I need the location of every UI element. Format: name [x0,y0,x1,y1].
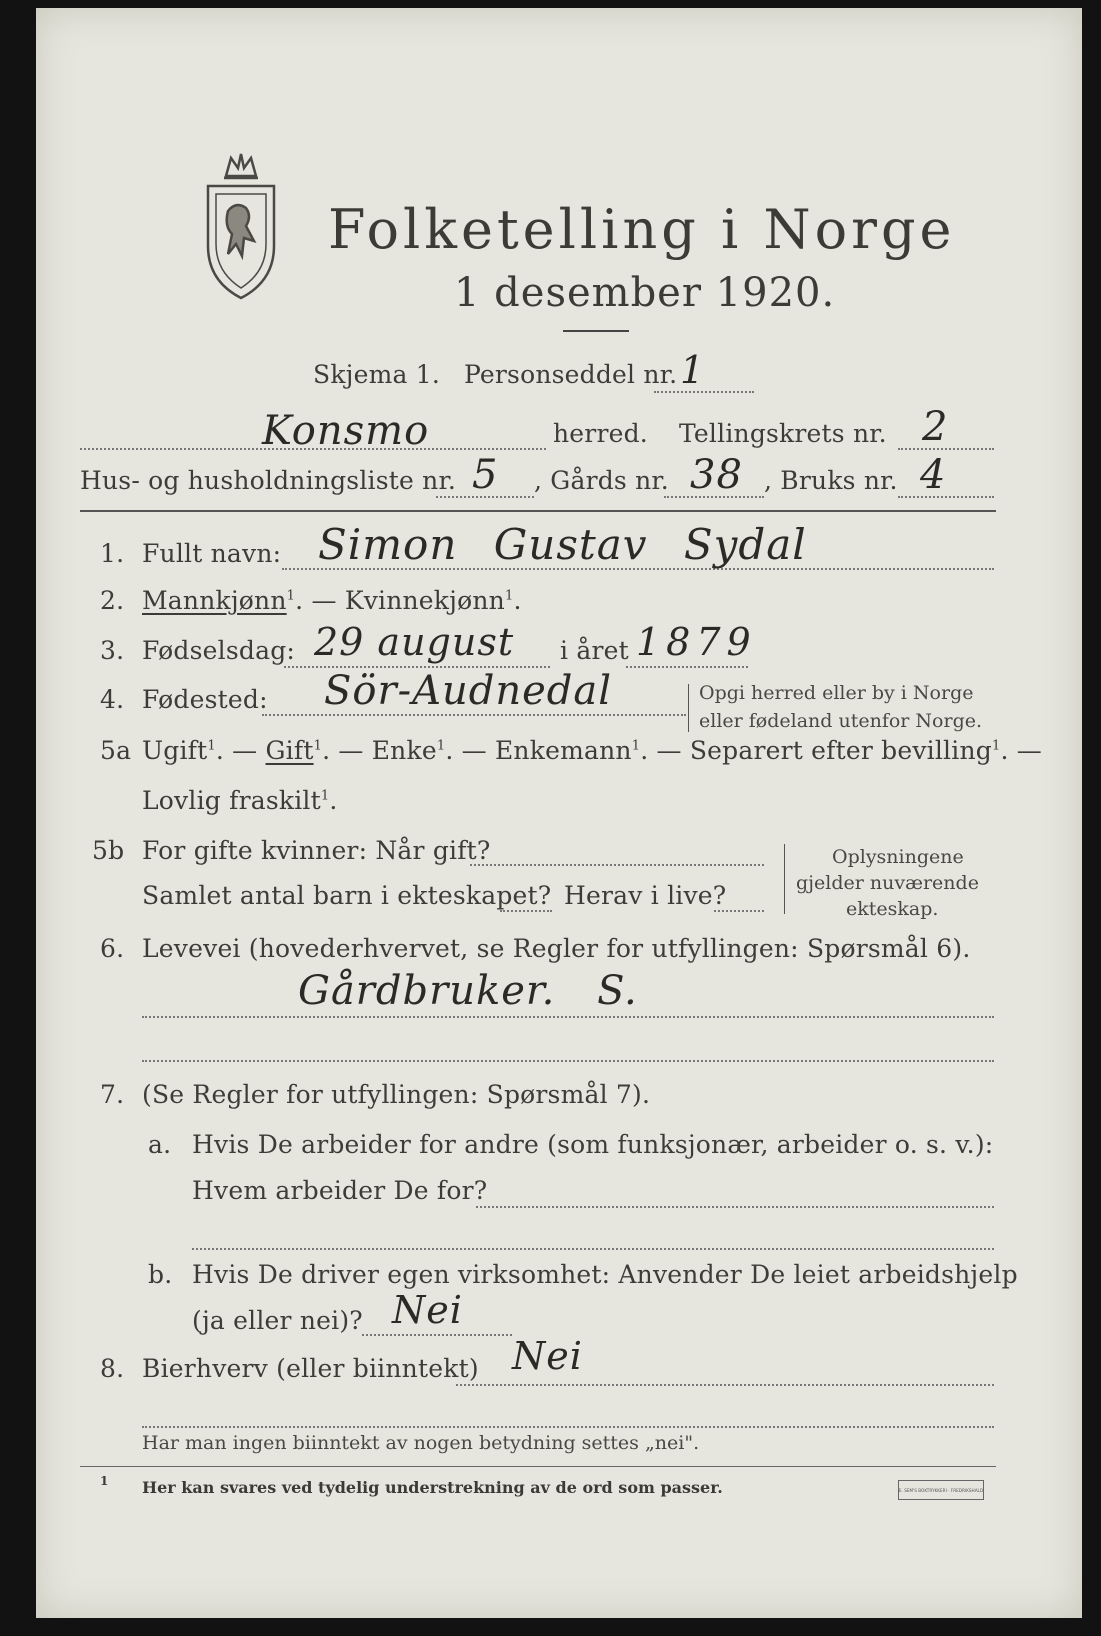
q2-number: 2. [100,586,125,615]
q7b-text: Hvis De driver egen virksomhet: Anvender De leiet arbeidshjelp [192,1260,1018,1289]
q5a-enkemann: Enkemann [494,736,632,765]
q3-year-label: i året [560,636,629,665]
footer-note: Har man ingen biinntekt av nogen betydning settes „nei". [142,1432,700,1454]
q5a-lovlig-footnote: 1 [320,788,330,804]
form-title: Folketelling i Norge [328,198,956,261]
q7a-line-2 [192,1248,994,1250]
q4-note-line1: Opgi herred eller by i Norge [699,682,974,704]
q3-label: Fødselsdag: [142,636,296,665]
q5b-herav: Herav i live? [564,881,727,910]
q5a-enkemann-footnote: 1 [631,738,641,754]
gards-label: , Gårds nr. [534,466,669,495]
q7b-question: (ja eller nei)? [192,1306,363,1335]
q8-line-1 [456,1384,994,1386]
q5b-line2: Samlet antal barn i ekteskapet? [142,881,552,910]
q5a-number: 5a [100,736,132,765]
q7a-text: Hvis De arbeider for andre (som funksjonær, arbeider o. s. v.): [192,1130,994,1159]
q6-occupation: Gårdbruker. S. [298,968,638,1014]
q3-birth-year: 1879 [636,620,757,664]
q5b-alive-line [714,910,764,912]
q4-birthplace: Sör-Audnedal [324,668,613,714]
q5a-lovlig: Lovlig fraskilt [142,786,321,815]
bruks-value: 4 [920,452,947,498]
q7a-line-1 [476,1206,994,1208]
q5a-dash-4: . — [640,736,682,765]
q5b-note3: ekteskap. [846,898,939,920]
q5b-when-line [470,864,764,866]
q7-label: (Se Regler for utfyllingen: Spørsmål 7). [142,1080,651,1109]
q4-line [262,714,686,716]
q5a-end: . [329,786,338,815]
q3-birth-day: 29 august [314,620,515,664]
q8-line-2 [142,1426,994,1428]
skjema-label: Skjema 1. [313,360,441,389]
census-form-page [36,8,1082,1618]
footer-divider [80,1466,996,1467]
q5a-gift-footnote: 1 [313,738,323,754]
q4-label: Fødested: [142,685,268,714]
q5a-dash-2: . — [322,736,364,765]
q2-sex-options [142,586,522,615]
q5a-ugift-footnote: 1 [207,738,216,754]
q2-separator: . — [295,586,337,615]
q5a-enke-footnote: 1 [436,738,446,754]
q6-number: 6. [100,934,125,963]
q3-number: 3. [100,636,125,665]
q8-number: 8. [100,1354,125,1383]
q3-year-line [626,666,748,668]
q4-note-line2: eller fødeland utenfor Norge. [699,710,983,732]
q5b-bracket [784,844,791,914]
q7b-letter: b. [148,1260,173,1289]
bruks-label: , Bruks nr. [764,466,898,495]
q5b-note1: Oplysningene [832,846,964,868]
q2-end: . [513,586,522,615]
q6-line-2 [142,1060,994,1062]
form-date: 1 desember 1920. [454,270,836,316]
q1-full-name: Simon Gustav Sydal [318,520,807,569]
q5a-ugift: Ugift [142,736,208,765]
q5a-enke: Enke [371,736,437,765]
q4-number: 4. [100,685,125,714]
q4-bracket [688,684,695,732]
footnote-text: Her kan svares ved tydelig understrekning av de ord som passer. [142,1478,723,1497]
q5b-line1: For gifte kvinner: Når gift? [142,836,491,865]
printer-stamp-text: E. SEM'S BOKTRYKKERI · FREDRIKSHALD [898,1487,984,1493]
norway-coat-of-arms-icon [196,146,286,310]
q5a-separert-footnote: 1 [991,738,1001,754]
q7-number: 7. [100,1080,125,1109]
q2-male-footnote: 1 [286,588,296,604]
q5b-children-line [500,910,552,912]
footnote-marker: 1 [100,1474,109,1488]
q5a-separert: Separert efter bevilling [689,736,992,765]
q5b-number: 5b [92,836,125,865]
herred-label: herred. [553,419,648,448]
tellingskrets-value: 2 [922,404,949,450]
q5a-dash-5: . — [1000,736,1042,765]
title-divider [563,330,629,332]
q5a-dash-1: . — [215,736,258,765]
q5b-note2: gjelder nuværende [796,872,979,894]
section-divider [80,510,996,512]
q7a-question: Hvem arbeider De for? [192,1176,488,1205]
herred-value: Konsmo [262,408,430,454]
husliste-value: 5 [472,452,499,498]
q7b-line [362,1334,512,1336]
printer-stamp [898,1480,984,1500]
personseddel-label: Personseddel nr. [464,360,678,389]
personseddel-value: 1 [680,348,706,392]
q2-male-option: Mannkjønn [142,586,287,615]
q7b-answer: Nei [392,1288,463,1332]
husliste-label: Hus- og husholdningsliste nr. [80,466,457,495]
q1-label: Fullt navn: [142,539,282,568]
q8-answer: Nei [512,1334,583,1378]
q8-label: Bierhverv (eller biinntekt) [142,1354,479,1383]
q5a-lovlig-line [142,786,337,815]
q2-female-option: Kvinnekjønn [344,586,505,615]
q6-line-1 [142,1016,994,1018]
q6-label: Levevei (hovederhvervet, se Regler for utfyllingen: Spørsmål 6). [142,934,971,963]
q5a-dash-3: . — [445,736,487,765]
gards-value: 38 [690,452,743,498]
tellingskrets-label: Tellingskrets nr. [679,419,887,448]
q2-female-footnote: 1 [504,588,514,604]
q5a-gift: Gift [265,736,314,765]
q7a-letter: a. [148,1130,172,1159]
q1-number: 1. [100,539,125,568]
q5a-options [142,736,1042,765]
